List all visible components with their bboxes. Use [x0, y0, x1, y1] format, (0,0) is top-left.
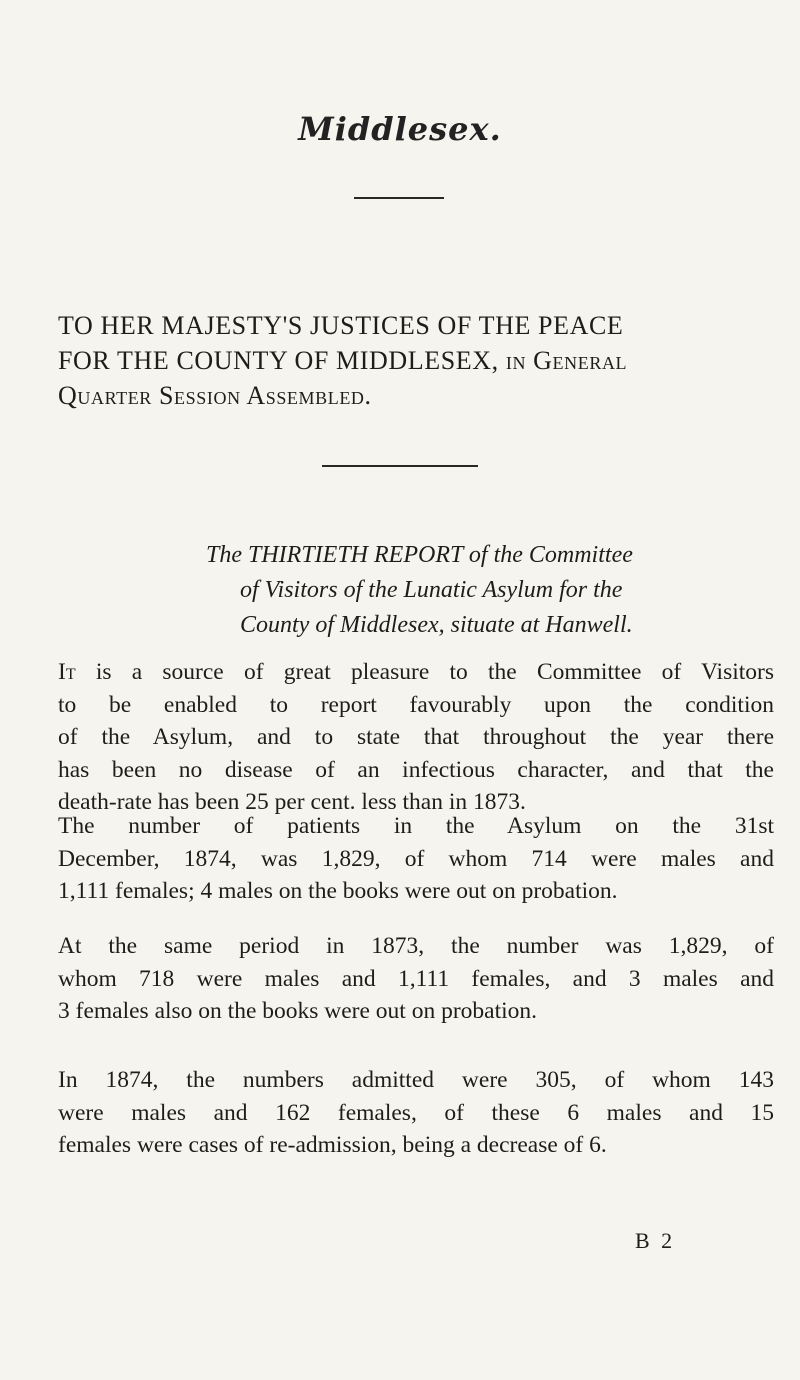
paragraph-2: [58, 810, 774, 908]
address-line-1: TO HER MAJESTY'S JUSTICES OF THE PEACE: [58, 311, 624, 340]
paragraph-4: [58, 1064, 774, 1162]
address-line-2-smallcaps: in General: [505, 346, 628, 375]
signature-mark: B 2: [635, 1228, 676, 1253]
address-line-2: [58, 343, 758, 378]
paragraph-1-line-1: [58, 656, 774, 689]
section-divider: [322, 465, 478, 467]
paragraph-4-line-1: In 1874, the numbers admitted were 305, of whom 143: [58, 1067, 774, 1093]
paragraph-1-line-5: death-rate has been 25 per cent. less than in 1873.: [58, 789, 526, 815]
paragraph-2-line-2: December, 1874, was 1,829, of whom 714 were males and: [58, 845, 774, 872]
paragraph-3-line-3: 3 females also on the books were out on probation.: [58, 998, 538, 1024]
paragraph-3-line-2: whom 718 were males and 1,111 females, and 3 males and: [58, 965, 774, 992]
address-line-2-main: FOR THE COUNTY OF MIDDLESEX,: [58, 346, 499, 375]
report-title-line-2: of Visitors of the Lunatic Asylum for the: [240, 577, 623, 603]
report-title-line-3: County of Middlesex, situate at Hanwell.: [240, 612, 633, 638]
paragraph-1-line-2: to be enabled to report favourably upon the condition: [58, 691, 774, 718]
address-line-3: Quarter Session Assembled.: [58, 381, 372, 410]
paragraph-4-line-2: were males and 162 females, of these 6 males and 15: [58, 1099, 774, 1126]
paragraph-1: [58, 656, 774, 819]
report-title: [0, 538, 800, 643]
paragraph-2-line-1: The number of patients in the Asylum on the 31st: [58, 813, 774, 839]
paragraph-3-line-1: At the same period in 1873, the number was 1,829, of: [58, 933, 774, 959]
paragraph-3: [58, 930, 774, 1028]
header-divider: [354, 197, 444, 199]
paragraph-1-line-1-rest: is a source of great pleasure to the Committee of Visitors: [75, 659, 774, 685]
header-title: Middlesex.: [298, 110, 502, 148]
report-title-line-1: The THIRTIETH REPORT of the Committee: [206, 542, 633, 568]
paragraph-1-line-4: has been no disease of an infectious character, and that the: [58, 756, 774, 783]
address-block: [58, 308, 758, 413]
paragraph-1-line-3: of the Asylum, and to state that throughout the year there: [58, 724, 774, 750]
paragraph-1-lead: It: [58, 659, 76, 685]
paragraph-2-line-3: 1,111 females; 4 males on the books were out on probation.: [58, 878, 618, 904]
paragraph-4-line-3: females were cases of re-admission, being a decrease of 6.: [58, 1132, 607, 1158]
